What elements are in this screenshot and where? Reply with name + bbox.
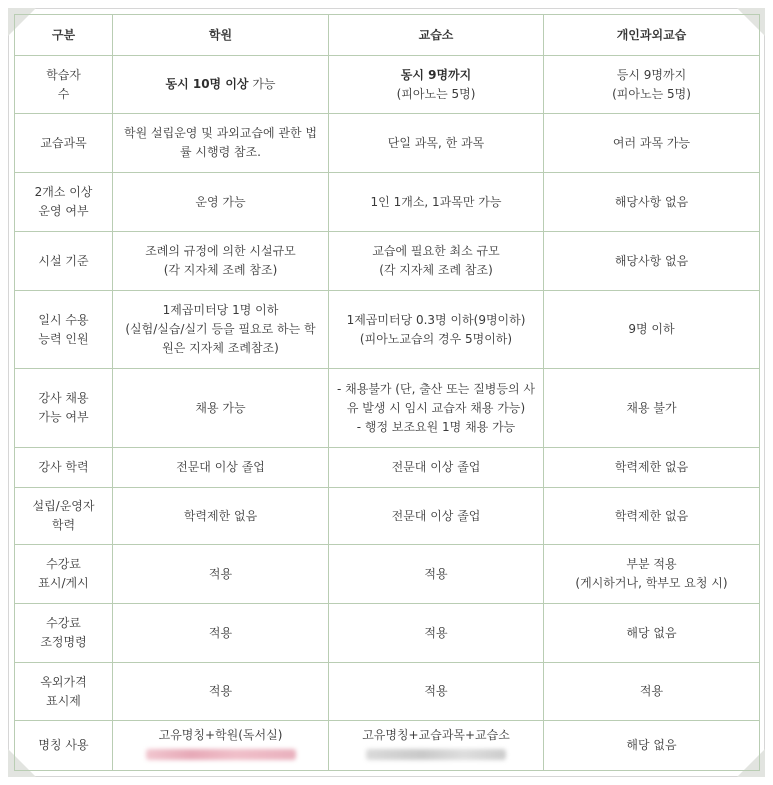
cell-line: (각 지자체 조례 참조) xyxy=(163,263,278,277)
blurred-example-text xyxy=(366,749,506,760)
row-label-line: 능력 인원 xyxy=(38,331,89,346)
table-row xyxy=(15,173,760,232)
cell-gyoseupso: 적용 xyxy=(329,663,544,721)
header-category: 구분 xyxy=(15,15,113,56)
cell-gyoseupso: 전문대 이상 졸업 xyxy=(329,488,544,545)
cell-line: 유 발생 시 임시 교습자 채용 가능) xyxy=(346,400,526,415)
cell-line: (게시하거나, 학부모 요청 시) xyxy=(575,576,728,590)
cell-gyoseupso xyxy=(329,291,544,369)
row-label-line: 표시/게시 xyxy=(38,576,89,590)
cell-hagwon: 적용 xyxy=(113,604,329,663)
cell-gyoseupso: 1인 1개소, 1과목만 가능 xyxy=(329,173,544,232)
cell-gyoseupso xyxy=(329,721,544,771)
cell-line: 등시 9명까지 xyxy=(616,67,687,82)
cell-gyoseupso: 전문대 이상 졸업 xyxy=(329,448,544,488)
table-row xyxy=(15,114,760,173)
row-label-line: 가능 여부 xyxy=(38,410,89,424)
cell-gyoseupso xyxy=(329,232,544,291)
cell-line: - 채용불가 (단, 출산 또는 질병등의 사 xyxy=(336,381,535,396)
cell-line: 부분 적용 xyxy=(626,557,677,571)
cell-gyoseupso: 적용 xyxy=(329,545,544,604)
cell-gyoseupso xyxy=(329,56,544,114)
cell-gyoseupso: 단일 과목, 한 과목 xyxy=(329,114,544,173)
cell-line: 학원 설립운영 및 과외교습에 관한 법 xyxy=(124,126,317,140)
row-label: 강사 학력 xyxy=(15,448,113,488)
cell-hagwon: 채용 가능 xyxy=(113,369,329,448)
cell-line: (피아노는 5명) xyxy=(396,86,476,101)
table-row xyxy=(15,721,760,771)
table-row xyxy=(15,369,760,448)
cell-private: 채용 불가 xyxy=(544,369,760,448)
row-label xyxy=(15,545,113,604)
cell-line: 1제곱미터당 0.3명 이하(9명이하) xyxy=(346,312,526,327)
row-label xyxy=(15,173,113,232)
cell-line: 1제곱미터당 1명 이하 xyxy=(162,303,279,317)
cell-line: (각 지자체 조례 참조) xyxy=(379,263,493,277)
table-row xyxy=(15,604,760,663)
table-row xyxy=(15,232,760,291)
cell-line: (피아노교습의 경우 5명이하) xyxy=(359,331,513,346)
row-label xyxy=(15,663,113,721)
header-private-tutoring: 개인과외교습 xyxy=(544,15,760,56)
table-row xyxy=(15,663,760,721)
cell-private: 9명 이하 xyxy=(544,291,760,369)
cell-hagwon: 학력제한 없음 xyxy=(113,488,329,545)
cell-private: 해당 없음 xyxy=(544,721,760,771)
cell-private: 학력제한 없음 xyxy=(544,448,760,488)
row-label-line: 일시 수용 xyxy=(38,312,89,327)
cell-line: 원은 지자체 조례참조) xyxy=(162,341,279,355)
row-label-line: 수강료 xyxy=(46,557,81,571)
table-row xyxy=(15,448,760,488)
cell-line: (실험/실습/실기 등을 필요로 하는 학 xyxy=(125,322,316,336)
cell-private xyxy=(544,545,760,604)
row-label: 교습과목 xyxy=(15,114,113,173)
cell-private: 학력제한 없음 xyxy=(544,488,760,545)
cell-private: 적용 xyxy=(544,663,760,721)
header-hagwon: 학원 xyxy=(113,15,329,56)
row-label-line: 설립/운영자 xyxy=(32,499,95,513)
cell-hagwon xyxy=(113,291,329,369)
cell-line: 고유명칭+학원(독서실) xyxy=(158,727,283,742)
cell-private: 해당사항 없음 xyxy=(544,232,760,291)
cell-hagwon: 전문대 이상 졸업 xyxy=(113,448,329,488)
table-row xyxy=(15,488,760,545)
row-label-line: 강사 채용 xyxy=(38,391,89,405)
row-label xyxy=(15,369,113,448)
cell-hagwon: 적용 xyxy=(113,545,329,604)
table-row xyxy=(15,291,760,369)
cell-line: 률 시행령 참조. xyxy=(180,145,261,159)
cell-line: (피아노는 5명) xyxy=(612,86,691,101)
cell-hagwon xyxy=(113,114,329,173)
blurred-example-text xyxy=(146,749,296,760)
row-label xyxy=(15,604,113,663)
row-label-line: 운영 여부 xyxy=(38,204,89,218)
comparison-table xyxy=(14,14,760,771)
row-label-line: 학습자 xyxy=(46,67,81,82)
table-header-row xyxy=(15,15,760,56)
row-label xyxy=(15,291,113,369)
cell-text-bold: 동시 10명 이상 xyxy=(165,77,249,91)
cell-line: 동시 9명까지 xyxy=(400,67,472,82)
row-label-line: 학력 xyxy=(51,518,76,532)
table-row xyxy=(15,56,760,114)
table-row xyxy=(15,545,760,604)
row-label: 시설 기준 xyxy=(15,232,113,291)
cell-hagwon xyxy=(113,56,329,114)
row-label-line: 수 xyxy=(57,86,70,101)
cell-private: 여러 과목 가능 xyxy=(544,114,760,173)
row-label-line: 조정명령 xyxy=(40,635,87,649)
cell-line: 고유명칭+교습과목+교습소 xyxy=(362,727,510,742)
cell-private: 해당 없음 xyxy=(544,604,760,663)
row-label xyxy=(15,56,113,114)
row-label-line: 2개소 이상 xyxy=(34,185,93,199)
row-label xyxy=(15,488,113,545)
cell-private: 해당사항 없음 xyxy=(544,173,760,232)
row-label-line: 표시제 xyxy=(46,693,81,708)
cell-line: 교습에 필요한 최소 규모 xyxy=(372,244,500,258)
cell-hagwon xyxy=(113,721,329,771)
cell-private xyxy=(544,56,760,114)
cell-gyoseupso: 적용 xyxy=(329,604,544,663)
cell-hagwon: 운영 가능 xyxy=(113,173,329,232)
row-label: 명칭 사용 xyxy=(15,721,113,771)
cell-gyoseupso xyxy=(329,369,544,448)
row-label-line: 수강료 xyxy=(46,616,81,630)
row-label-line: 옥외가격 xyxy=(40,674,87,689)
cell-text: 가능 xyxy=(248,77,276,91)
header-gyoseupso: 교습소 xyxy=(329,15,544,56)
cell-line: - 행정 보조요원 1명 채용 가능 xyxy=(356,419,516,434)
cell-hagwon: 적용 xyxy=(113,663,329,721)
cell-hagwon xyxy=(113,232,329,291)
cell-line: 조례의 규정에 의한 시설규모 xyxy=(145,244,296,258)
